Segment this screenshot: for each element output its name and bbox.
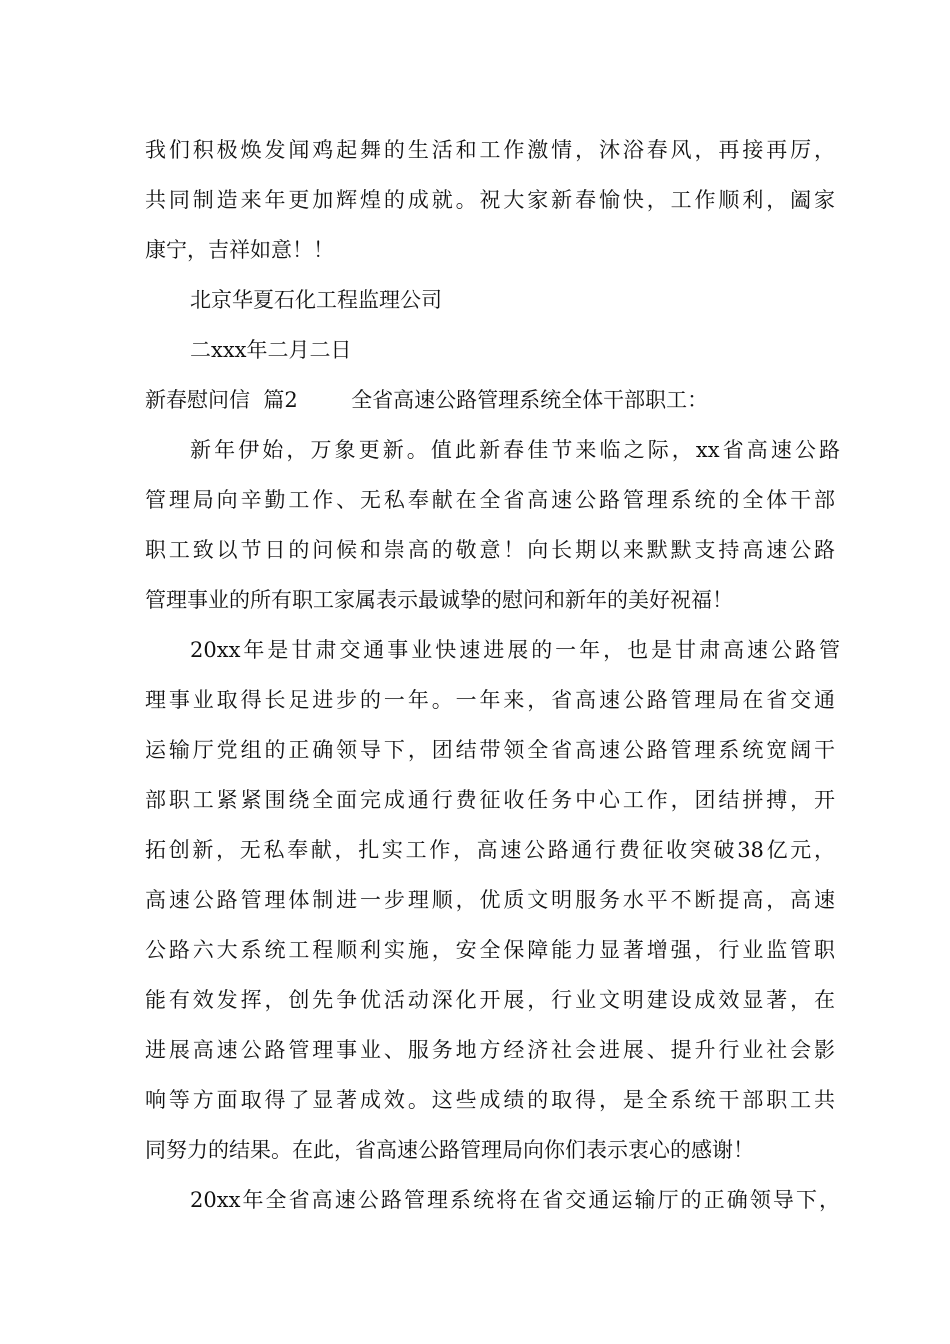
text-line: 同努力的结果。在此，省高速公路管理局向你们表示衷心的感谢！ xyxy=(145,1138,754,1162)
text-line: 理事业取得长足进步的一年。一年来，省高速公路管理局在省交通 xyxy=(145,688,835,712)
text-line: 响等方面取得了显著成效。这些成绩的取得，是全系统干部职工共 xyxy=(145,1088,835,1112)
text-line: 共同制造来年更加辉煌的成就。祝大家新春愉快，工作顺利，阖家 xyxy=(145,188,835,212)
text-line: 我们积极焕发闻鸡起舞的生活和工作激情，沐浴春风，再接再厉， xyxy=(145,138,835,162)
text-line: 20xx年全省高速公路管理系统将在省交通运输厅的正确领导下， xyxy=(190,1188,840,1212)
text-line: 部职工紧紧围绕全面完成通行费征收任务中心工作，团结拼搏，开 xyxy=(145,788,835,812)
letter-date: 二xxx年二月二日 xyxy=(190,338,352,362)
text-line: 能有效发挥，创先争优活动深化开展，行业文明建设成效显著，在 xyxy=(145,988,835,1012)
text-line: 新年伊始，万象更新。值此新春佳节来临之际，xx省高速公路 xyxy=(190,438,840,462)
text-line: 职工致以节日的问候和崇高的敬意！向长期以来默默支持高速公路 xyxy=(145,538,835,562)
text-line: 高速公路管理体制进一步理顺，优质文明服务水平不断提高，高速 xyxy=(145,888,835,912)
text-line: 运输厅党组的正确领导下，团结带领全省高速公路管理系统宽阔干 xyxy=(145,738,835,762)
company-name: 北京华夏石化工程监理公司 xyxy=(190,288,442,312)
text-line: 拓创新，无私奉献，扎实工作，高速公路通行费征收突破38亿元， xyxy=(145,838,835,862)
text-line: 康宁，吉祥如意！！ xyxy=(145,238,334,262)
text-line: 管理局向辛勤工作、无私奉献在全省高速公路管理系统的全体干部 xyxy=(145,488,835,512)
text-line: 公路六大系统工程顺利实施，安全保障能力显著增强，行业监管职 xyxy=(145,938,835,962)
text-line: 进展高速公路管理事业、服务地方经济社会进展、提升行业社会影 xyxy=(145,1038,835,1062)
section-heading: 新春慰问信 篇2 全省高速公路管理系统全体干部职工： xyxy=(145,388,709,412)
text-line: 20xx年是甘肃交通事业快速进展的一年，也是甘肃高速公路管 xyxy=(190,638,840,662)
text-line: 管理事业的所有职工家属表示最诚挚的慰问和新年的美好祝福！ xyxy=(145,588,733,612)
